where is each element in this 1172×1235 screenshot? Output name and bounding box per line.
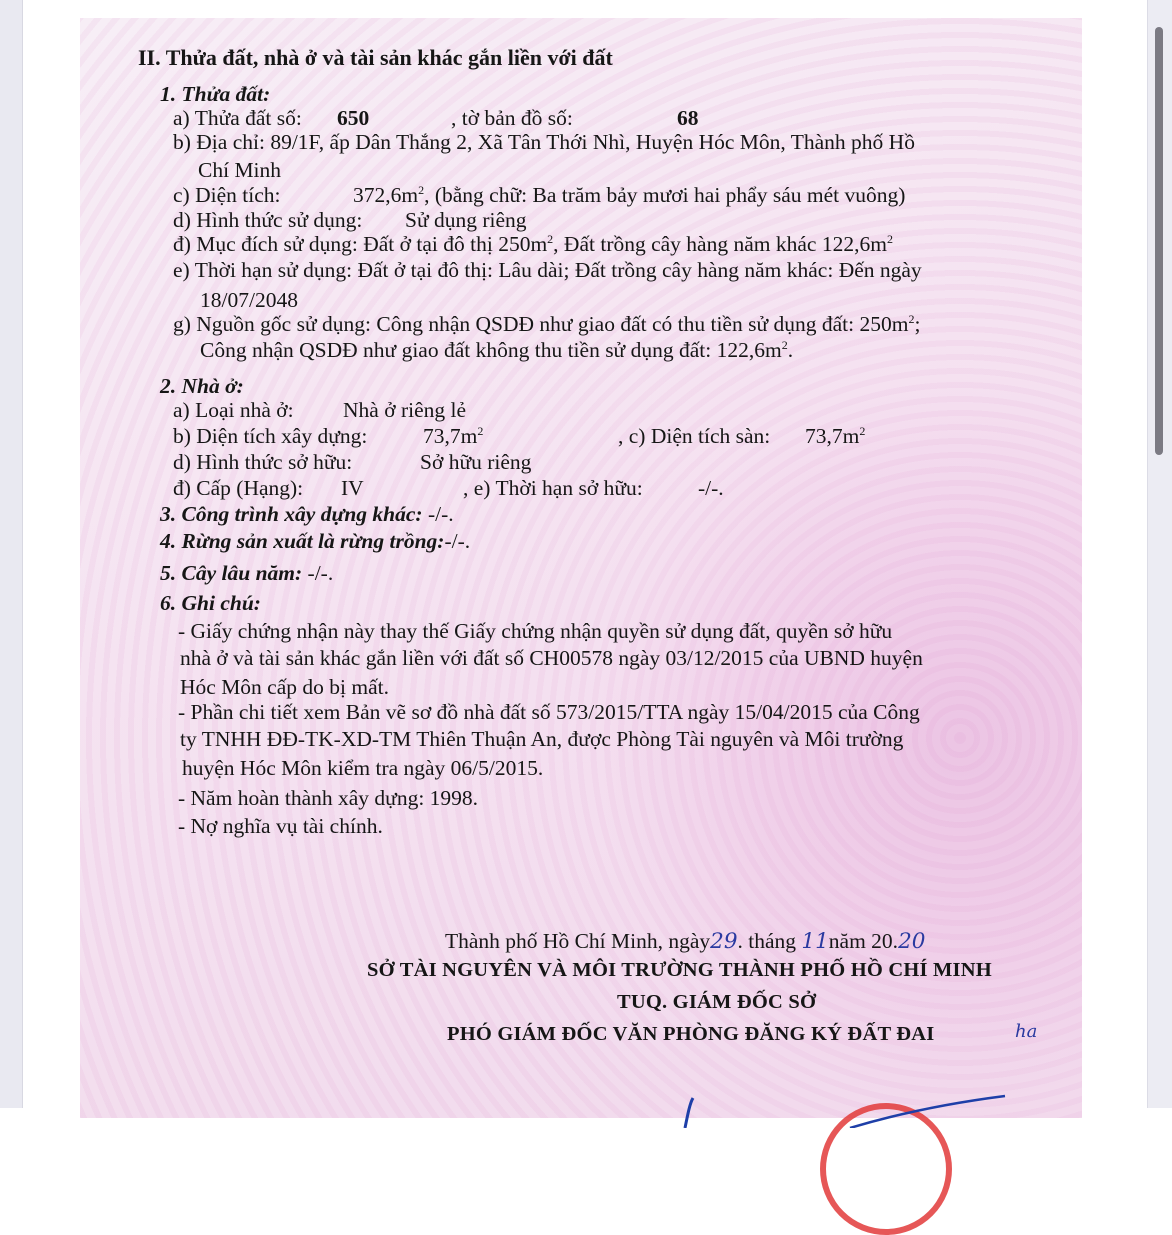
map-number: 68 [677, 106, 699, 130]
map-label: , tờ bản đồ số: [451, 106, 573, 130]
month-label: . tháng [737, 929, 797, 953]
area-words: , (bằng chữ: Ba trăm bảy mươi hai phẩy sáu mét vuông) [424, 183, 906, 207]
term-label: e) Thời hạn sử dụng: [173, 258, 353, 282]
perennial-heading: 5. Cây lâu năm: [160, 561, 303, 585]
house-type-row [173, 398, 467, 422]
plot-row [173, 106, 699, 130]
handwritten-month: 11 [801, 929, 829, 954]
note-line: - Năm hoàn thành xây dựng: 1998. [178, 786, 479, 810]
usage-form-row [173, 208, 527, 232]
note-line: - Giấy chứng nhận này thay thế Giấy chứng nhận quyền sử dụng đất, quyền sở hữu [178, 619, 893, 643]
viewer-left-margin [0, 0, 23, 1108]
house-area-row: b) Diện tích xây dựng: $73,7m^2$ , c) Diện tích sàn: $73,7m^2$ [173, 423, 866, 448]
signer-initials: ha [1015, 1021, 1038, 1042]
ownership-label: d) Hình thức sở hữu: [173, 450, 353, 474]
term-row [173, 258, 922, 282]
purpose-value-urban: Đất ở tại đô thị 250m [363, 232, 548, 256]
scrollbar[interactable] [1147, 0, 1172, 1108]
note-line: - Phần chi tiết xem Bản vẽ sơ đồ nhà đất số 573/2015/TTA ngày 15/04/2015 của Công [178, 700, 920, 724]
other-construction-value: -/-. [427, 502, 454, 526]
grade-row [173, 476, 724, 500]
plot-label: a) Thửa đất số: [173, 106, 302, 130]
certificate-page [80, 18, 1082, 1118]
purpose-label: đ) Mục đích sử dụng: [173, 232, 358, 256]
origin-row: g) Nguồn gốc sử dụng: Công nhận QSDĐ như giao đất có thu tiền sử dụng đất: $250m^2$; [173, 311, 921, 336]
area-label: c) Diện tích: [173, 183, 281, 207]
signer-position: PHÓ GIÁM ĐỐC VĂN PHÒNG ĐĂNG KÝ ĐẤT ĐAI [447, 1023, 935, 1045]
origin-paid: Công nhận QSDĐ như giao đất có thu tiền sử dụng đất: 250m [376, 312, 909, 336]
origin-row-2: Công nhận QSDĐ như giao đất không thu tiền sử dụng đất: $122,6m^2$. [200, 337, 794, 362]
other-construction-heading: 3. Công trình xây dựng khác: [160, 502, 423, 526]
handwritten-day: 29 [710, 929, 738, 954]
address-row [173, 130, 915, 154]
forest-row [160, 529, 470, 553]
area-row: c) Diện tích: $372,6m^2$, (bằng chữ: Ba trăm bảy mươi hai phẩy sáu mét vuông) [173, 182, 906, 207]
build-area-label: b) Diện tích xây dựng: [173, 424, 368, 448]
note-line: Hóc Môn cấp do bị mất. [180, 675, 389, 699]
perennial-value: -/-. [307, 561, 334, 585]
handwritten-year: 20 [898, 929, 926, 954]
forest-value: -/-. [444, 529, 471, 553]
issuing-agency: SỞ TÀI NGUYÊN VÀ MÔI TRƯỜNG THÀNH PHỐ HỒ CHÍ MINH [367, 959, 992, 981]
note-line: ty TNHH ĐĐ-TK-XD-TM Thiên Thuận An, được Phòng Tài nguyên và Môi trường [180, 727, 904, 751]
term-value: Đất ở tại đô thị: Lâu dài; Đất trồng cây hàng năm khác: Đến ngày [357, 258, 922, 282]
other-construction-row [160, 502, 454, 526]
area-value: 372,6m [353, 183, 419, 207]
issue-date [445, 929, 925, 954]
grade-label: đ) Cấp (Hạng): [173, 476, 304, 500]
notes-heading: 6. Ghi chú: [160, 591, 261, 615]
note-line: huyện Hóc Môn kiểm tra ngày 06/5/2015. [182, 756, 544, 780]
ownership-term-label: , e) Thời hạn sở hữu: [463, 476, 643, 500]
year-label: năm 20. [828, 929, 899, 953]
usage-form-value: Sử dụng riêng [405, 208, 527, 232]
purpose-value-annual-crop: , Đất trồng cây hàng năm khác 122,6m [553, 232, 887, 256]
purpose-row: đ) Mục đích sử dụng: Đất ở tại đô thị $250m^2$, Đất trồng cây hàng năm khác $122,6m^2$ [173, 231, 893, 256]
section-title: II. Thửa đất, nhà ở và tài sản khác gắn liền với đất [138, 45, 613, 70]
floor-area-label: , c) Diện tích sàn: [618, 424, 771, 448]
origin-unpaid-end: . [787, 338, 794, 362]
house-heading: 2. Nhà ở: [160, 374, 244, 398]
origin-label: g) Nguồn gốc sử dụng: [173, 312, 371, 336]
authority-line: TUQ. GIÁM ĐỐC SỞ [617, 991, 817, 1013]
ownership-row [173, 450, 532, 474]
address-label: b) Địa chỉ: [173, 130, 265, 154]
origin-paid-end: ; [914, 312, 921, 336]
floor-area-value: 73,7m [805, 424, 860, 448]
ownership-value: Sở hữu riêng [420, 450, 532, 474]
address-continued: Chí Minh [198, 158, 282, 182]
term-date: 18/07/2048 [200, 288, 298, 312]
note-line: - Nợ nghĩa vụ tài chính. [178, 814, 383, 838]
usage-form-label: d) Hình thức sử dụng: [173, 208, 363, 232]
issue-place: Thành phố Hồ Chí Minh, ngày [445, 929, 711, 953]
signature-strokes [660, 1058, 1020, 1128]
origin-unpaid: Công nhận QSDĐ như giao đất không thu tiền sử dụng đất: 122,6m [200, 338, 782, 362]
address-value: 89/1F, ấp Dân Thắng 2, Xã Tân Thới Nhì, Huyện Hóc Môn, Thành phố Hồ [270, 130, 915, 154]
plot-number: 650 [337, 106, 370, 130]
scrollbar-thumb[interactable] [1155, 27, 1163, 455]
build-area-value: 73,7m [423, 424, 478, 448]
land-heading: 1. Thửa đất: [160, 82, 271, 106]
house-type-value: Nhà ở riêng lẻ [343, 398, 467, 422]
forest-heading: 4. Rừng sản xuất là rừng trồng: [160, 529, 445, 553]
perennial-row [160, 561, 333, 585]
grade-value: IV [341, 476, 364, 500]
ownership-term-value: -/-. [698, 476, 724, 500]
house-type-label: a) Loại nhà ở: [173, 398, 294, 422]
note-line: nhà ở và tài sản khác gắn liền với đất số CH00578 ngày 03/12/2015 của UBND huyện [180, 646, 923, 670]
